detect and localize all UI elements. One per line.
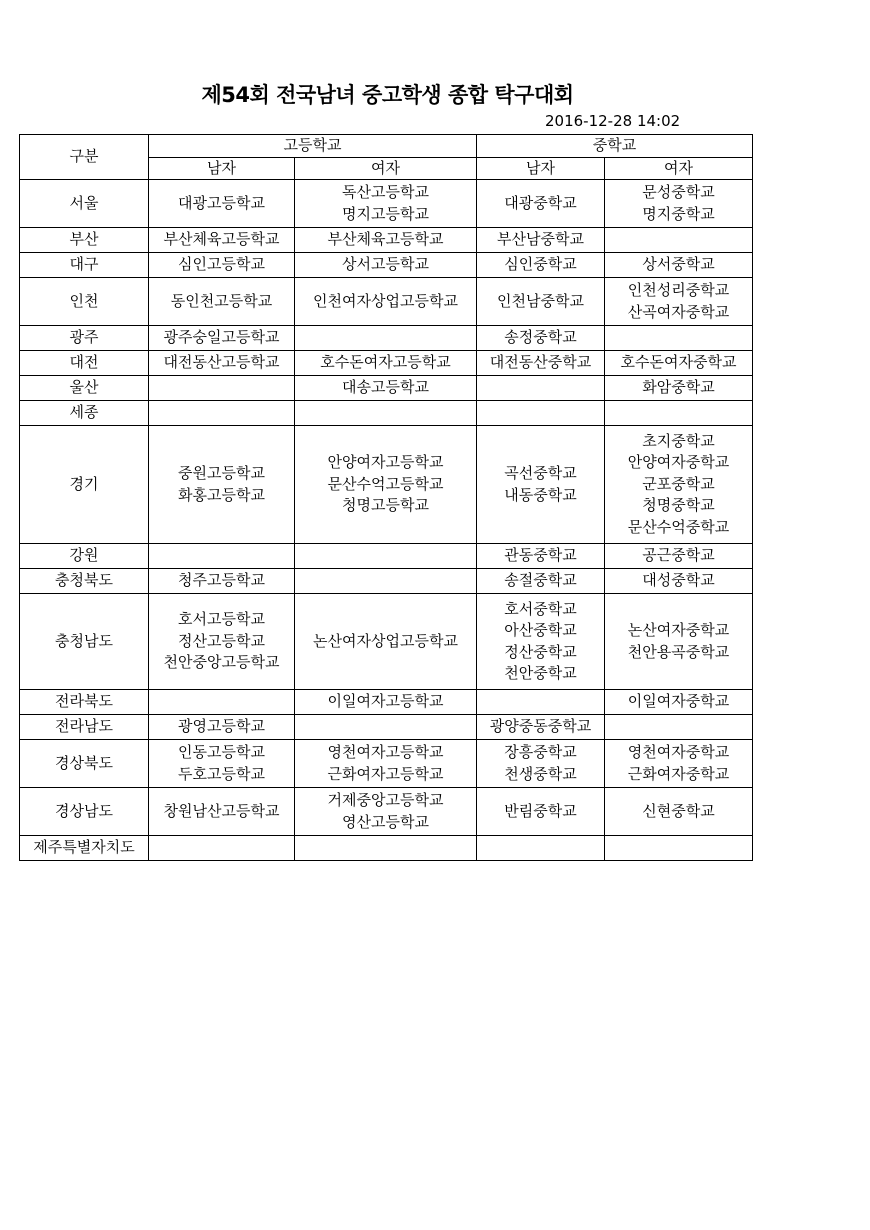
school-name: 근화여자중학교	[627, 764, 730, 783]
cell-ms-boys	[477, 544, 605, 569]
cell-hs-girls	[295, 788, 477, 836]
header-hs-girls: 여자	[295, 157, 477, 180]
school-name: 상서고등학교	[342, 255, 429, 274]
school-name: 아산중학교	[504, 621, 577, 639]
school-name: 호수돈여자고등학교	[320, 353, 451, 372]
cell-ms-girls	[605, 376, 753, 401]
cell-ms-boys	[477, 253, 605, 278]
school-name: 심인중학교	[504, 255, 577, 274]
cell-ms-boys	[477, 180, 605, 228]
cell-hs-girls	[295, 690, 477, 715]
cell-ms-boys	[477, 836, 605, 861]
cell-ms-girls	[605, 836, 753, 861]
school-name: 중원고등학교	[178, 464, 265, 482]
header-hs-boys: 남자	[149, 157, 295, 180]
cell-hs-boys	[149, 594, 295, 690]
school-name: 안양여자고등학교	[327, 453, 444, 472]
school-name: 관동중학교	[504, 546, 577, 565]
school-name: 장흥중학교	[504, 743, 577, 761]
cell-hs-boys	[149, 788, 295, 836]
cell-hs-girls	[295, 228, 477, 253]
school-name: 정산중학교	[504, 642, 577, 661]
cell-hs-girls	[295, 401, 477, 426]
cell-hs-girls	[295, 180, 477, 228]
cell-hs-girls	[295, 836, 477, 861]
school-name: 창원남산고등학교	[163, 801, 280, 820]
cell-hs-girls	[295, 544, 477, 569]
cell-ms-girls	[605, 426, 753, 544]
cell-ms-boys	[477, 740, 605, 788]
school-name: 광영고등학교	[178, 717, 265, 736]
table-row	[20, 376, 753, 401]
school-name: 부산남중학교	[497, 230, 584, 249]
school-name: 청명고등학교	[342, 496, 429, 515]
document-title: 제54회 전국남녀 중고학생 종합 탁구대회	[201, 83, 574, 107]
school-name: 거제중앙고등학교	[327, 791, 444, 809]
cell-region: 충청남도	[20, 594, 149, 690]
header-middle-school: 중학교	[477, 135, 753, 158]
table-row	[20, 253, 753, 278]
table-row	[20, 594, 753, 690]
school-name: 송정중학교	[504, 328, 577, 347]
cell-ms-boys	[477, 594, 605, 690]
table-row	[20, 351, 753, 376]
cell-hs-boys	[149, 401, 295, 426]
cell-hs-girls	[295, 740, 477, 788]
cell-ms-girls	[605, 594, 753, 690]
school-name: 신현중학교	[642, 801, 715, 820]
school-name: 독산고등학교	[342, 183, 429, 201]
cell-hs-boys	[149, 351, 295, 376]
cell-ms-girls	[605, 788, 753, 836]
school-name: 송절중학교	[504, 571, 577, 590]
cell-hs-girls	[295, 569, 477, 594]
header-ms-girls: 여자	[605, 157, 753, 180]
school-name: 군포중학교	[642, 474, 715, 493]
cell-region: 광주	[20, 326, 149, 351]
school-name: 문산수억고등학교	[327, 474, 444, 493]
header-high-school: 고등학교	[149, 135, 477, 158]
cell-ms-boys	[477, 351, 605, 376]
school-name: 초지중학교	[642, 431, 715, 450]
school-name: 곡선중학교	[504, 464, 577, 482]
cell-ms-girls	[605, 228, 753, 253]
cell-hs-boys	[149, 278, 295, 326]
table-row	[20, 836, 753, 861]
cell-region: 전라남도	[20, 715, 149, 740]
school-name: 부산체육고등학교	[327, 230, 444, 249]
cell-region: 대전	[20, 351, 149, 376]
cell-hs-boys	[149, 690, 295, 715]
school-name: 천안중학교	[504, 664, 577, 682]
school-name: 광양중동중학교	[489, 717, 592, 736]
cell-ms-boys	[477, 788, 605, 836]
school-name: 산곡여자중학교	[627, 302, 730, 321]
cell-hs-boys	[149, 376, 295, 401]
school-name: 대전동산중학교	[489, 353, 592, 372]
cell-hs-boys	[149, 228, 295, 253]
cell-ms-girls	[605, 690, 753, 715]
table-row	[20, 228, 753, 253]
school-name: 내동중학교	[504, 485, 577, 504]
cell-ms-boys	[477, 228, 605, 253]
school-name: 화홍고등학교	[178, 485, 265, 504]
cell-region: 세종	[20, 401, 149, 426]
cell-hs-boys	[149, 253, 295, 278]
school-name: 천안용곡중학교	[627, 642, 730, 661]
school-name: 부산체육고등학교	[163, 230, 280, 249]
cell-hs-girls	[295, 376, 477, 401]
table-body	[20, 180, 753, 861]
school-name: 인동고등학교	[178, 743, 265, 761]
cell-region: 전라북도	[20, 690, 149, 715]
cell-region: 대구	[20, 253, 149, 278]
header-ms-boys: 남자	[477, 157, 605, 180]
school-name: 대광고등학교	[178, 193, 265, 212]
table-row	[20, 326, 753, 351]
school-name: 영천여자고등학교	[327, 743, 444, 761]
school-name: 청명중학교	[642, 496, 715, 515]
table-row	[20, 740, 753, 788]
school-name: 천생중학교	[504, 764, 577, 783]
school-name: 논산여자중학교	[627, 621, 730, 639]
school-name: 문산수억중학교	[627, 517, 730, 536]
school-name: 인천여자상업고등학교	[313, 291, 458, 310]
school-name: 인천남중학교	[497, 291, 584, 310]
cell-ms-girls	[605, 401, 753, 426]
school-name: 화암중학교	[642, 378, 715, 397]
cell-ms-girls	[605, 180, 753, 228]
cell-hs-girls	[295, 278, 477, 326]
cell-ms-girls	[605, 351, 753, 376]
cell-ms-boys	[477, 569, 605, 594]
school-name: 호서중학교	[504, 599, 577, 618]
cell-ms-girls	[605, 326, 753, 351]
school-name: 이일여자중학교	[627, 692, 730, 711]
table-row	[20, 569, 753, 594]
cell-region: 제주특별자치도	[20, 836, 149, 861]
cell-region: 인천	[20, 278, 149, 326]
cell-ms-boys	[477, 278, 605, 326]
cell-region: 서울	[20, 180, 149, 228]
table-row	[20, 715, 753, 740]
school-name: 호서고등학교	[178, 610, 265, 629]
cell-hs-girls	[295, 594, 477, 690]
school-name: 대광중학교	[504, 193, 577, 212]
cell-hs-girls	[295, 253, 477, 278]
school-name: 동인천고등학교	[170, 291, 273, 310]
school-name: 두호고등학교	[178, 764, 265, 783]
school-name: 대송고등학교	[342, 378, 429, 397]
header-region: 구분	[20, 135, 149, 180]
cell-hs-boys	[149, 836, 295, 861]
school-name: 광주숭일고등학교	[163, 328, 280, 347]
cell-ms-girls	[605, 544, 753, 569]
school-name: 대성중학교	[642, 571, 715, 590]
cell-ms-girls	[605, 253, 753, 278]
school-name: 문성중학교	[642, 183, 715, 201]
cell-hs-girls	[295, 426, 477, 544]
school-name: 이일여자고등학교	[327, 692, 444, 711]
school-name: 천안중앙고등학교	[163, 653, 280, 672]
table-row	[20, 690, 753, 715]
cell-ms-boys	[477, 326, 605, 351]
cell-ms-girls	[605, 715, 753, 740]
cell-region: 강원	[20, 544, 149, 569]
cell-region: 경상북도	[20, 740, 149, 788]
cell-ms-girls	[605, 740, 753, 788]
school-name: 청주고등학교	[178, 571, 265, 590]
school-name: 논산여자상업고등학교	[313, 631, 458, 650]
cell-hs-boys	[149, 740, 295, 788]
cell-region: 울산	[20, 376, 149, 401]
cell-region: 경상남도	[20, 788, 149, 836]
cell-hs-girls	[295, 715, 477, 740]
cell-ms-boys	[477, 401, 605, 426]
school-name: 호수돈여자중학교	[620, 353, 737, 372]
school-name: 반림중학교	[504, 801, 577, 820]
school-name: 명지고등학교	[342, 204, 429, 223]
cell-region: 경기	[20, 426, 149, 544]
table-row	[20, 788, 753, 836]
cell-hs-boys	[149, 569, 295, 594]
cell-ms-girls	[605, 278, 753, 326]
cell-ms-boys	[477, 690, 605, 715]
school-name: 공근중학교	[642, 546, 715, 565]
school-name: 영천여자중학교	[627, 743, 730, 761]
school-name: 정산고등학교	[178, 631, 265, 650]
school-name: 명지중학교	[642, 204, 715, 223]
timestamp: 2016-12-28 14:02	[545, 112, 681, 130]
cell-hs-boys	[149, 180, 295, 228]
table-row	[20, 180, 753, 228]
school-name: 대전동산고등학교	[163, 353, 280, 372]
table-row	[20, 544, 753, 569]
cell-region: 충청북도	[20, 569, 149, 594]
school-name: 인천성리중학교	[627, 281, 730, 299]
cell-region: 부산	[20, 228, 149, 253]
cell-hs-boys	[149, 426, 295, 544]
table-row	[20, 278, 753, 326]
cell-hs-boys	[149, 326, 295, 351]
table-row	[20, 426, 753, 544]
school-name: 심인고등학교	[178, 255, 265, 274]
table-row	[20, 401, 753, 426]
cell-hs-girls	[295, 326, 477, 351]
school-name: 안양여자중학교	[627, 453, 730, 472]
cell-ms-boys	[477, 376, 605, 401]
results-table	[19, 134, 753, 861]
cell-hs-boys	[149, 544, 295, 569]
cell-ms-boys	[477, 426, 605, 544]
header-row-1	[20, 135, 753, 158]
school-name: 근화여자고등학교	[327, 764, 444, 783]
cell-ms-girls	[605, 569, 753, 594]
school-name: 상서중학교	[642, 255, 715, 274]
school-name: 영산고등학교	[342, 812, 429, 831]
cell-ms-boys	[477, 715, 605, 740]
cell-hs-boys	[149, 715, 295, 740]
cell-hs-girls	[295, 351, 477, 376]
